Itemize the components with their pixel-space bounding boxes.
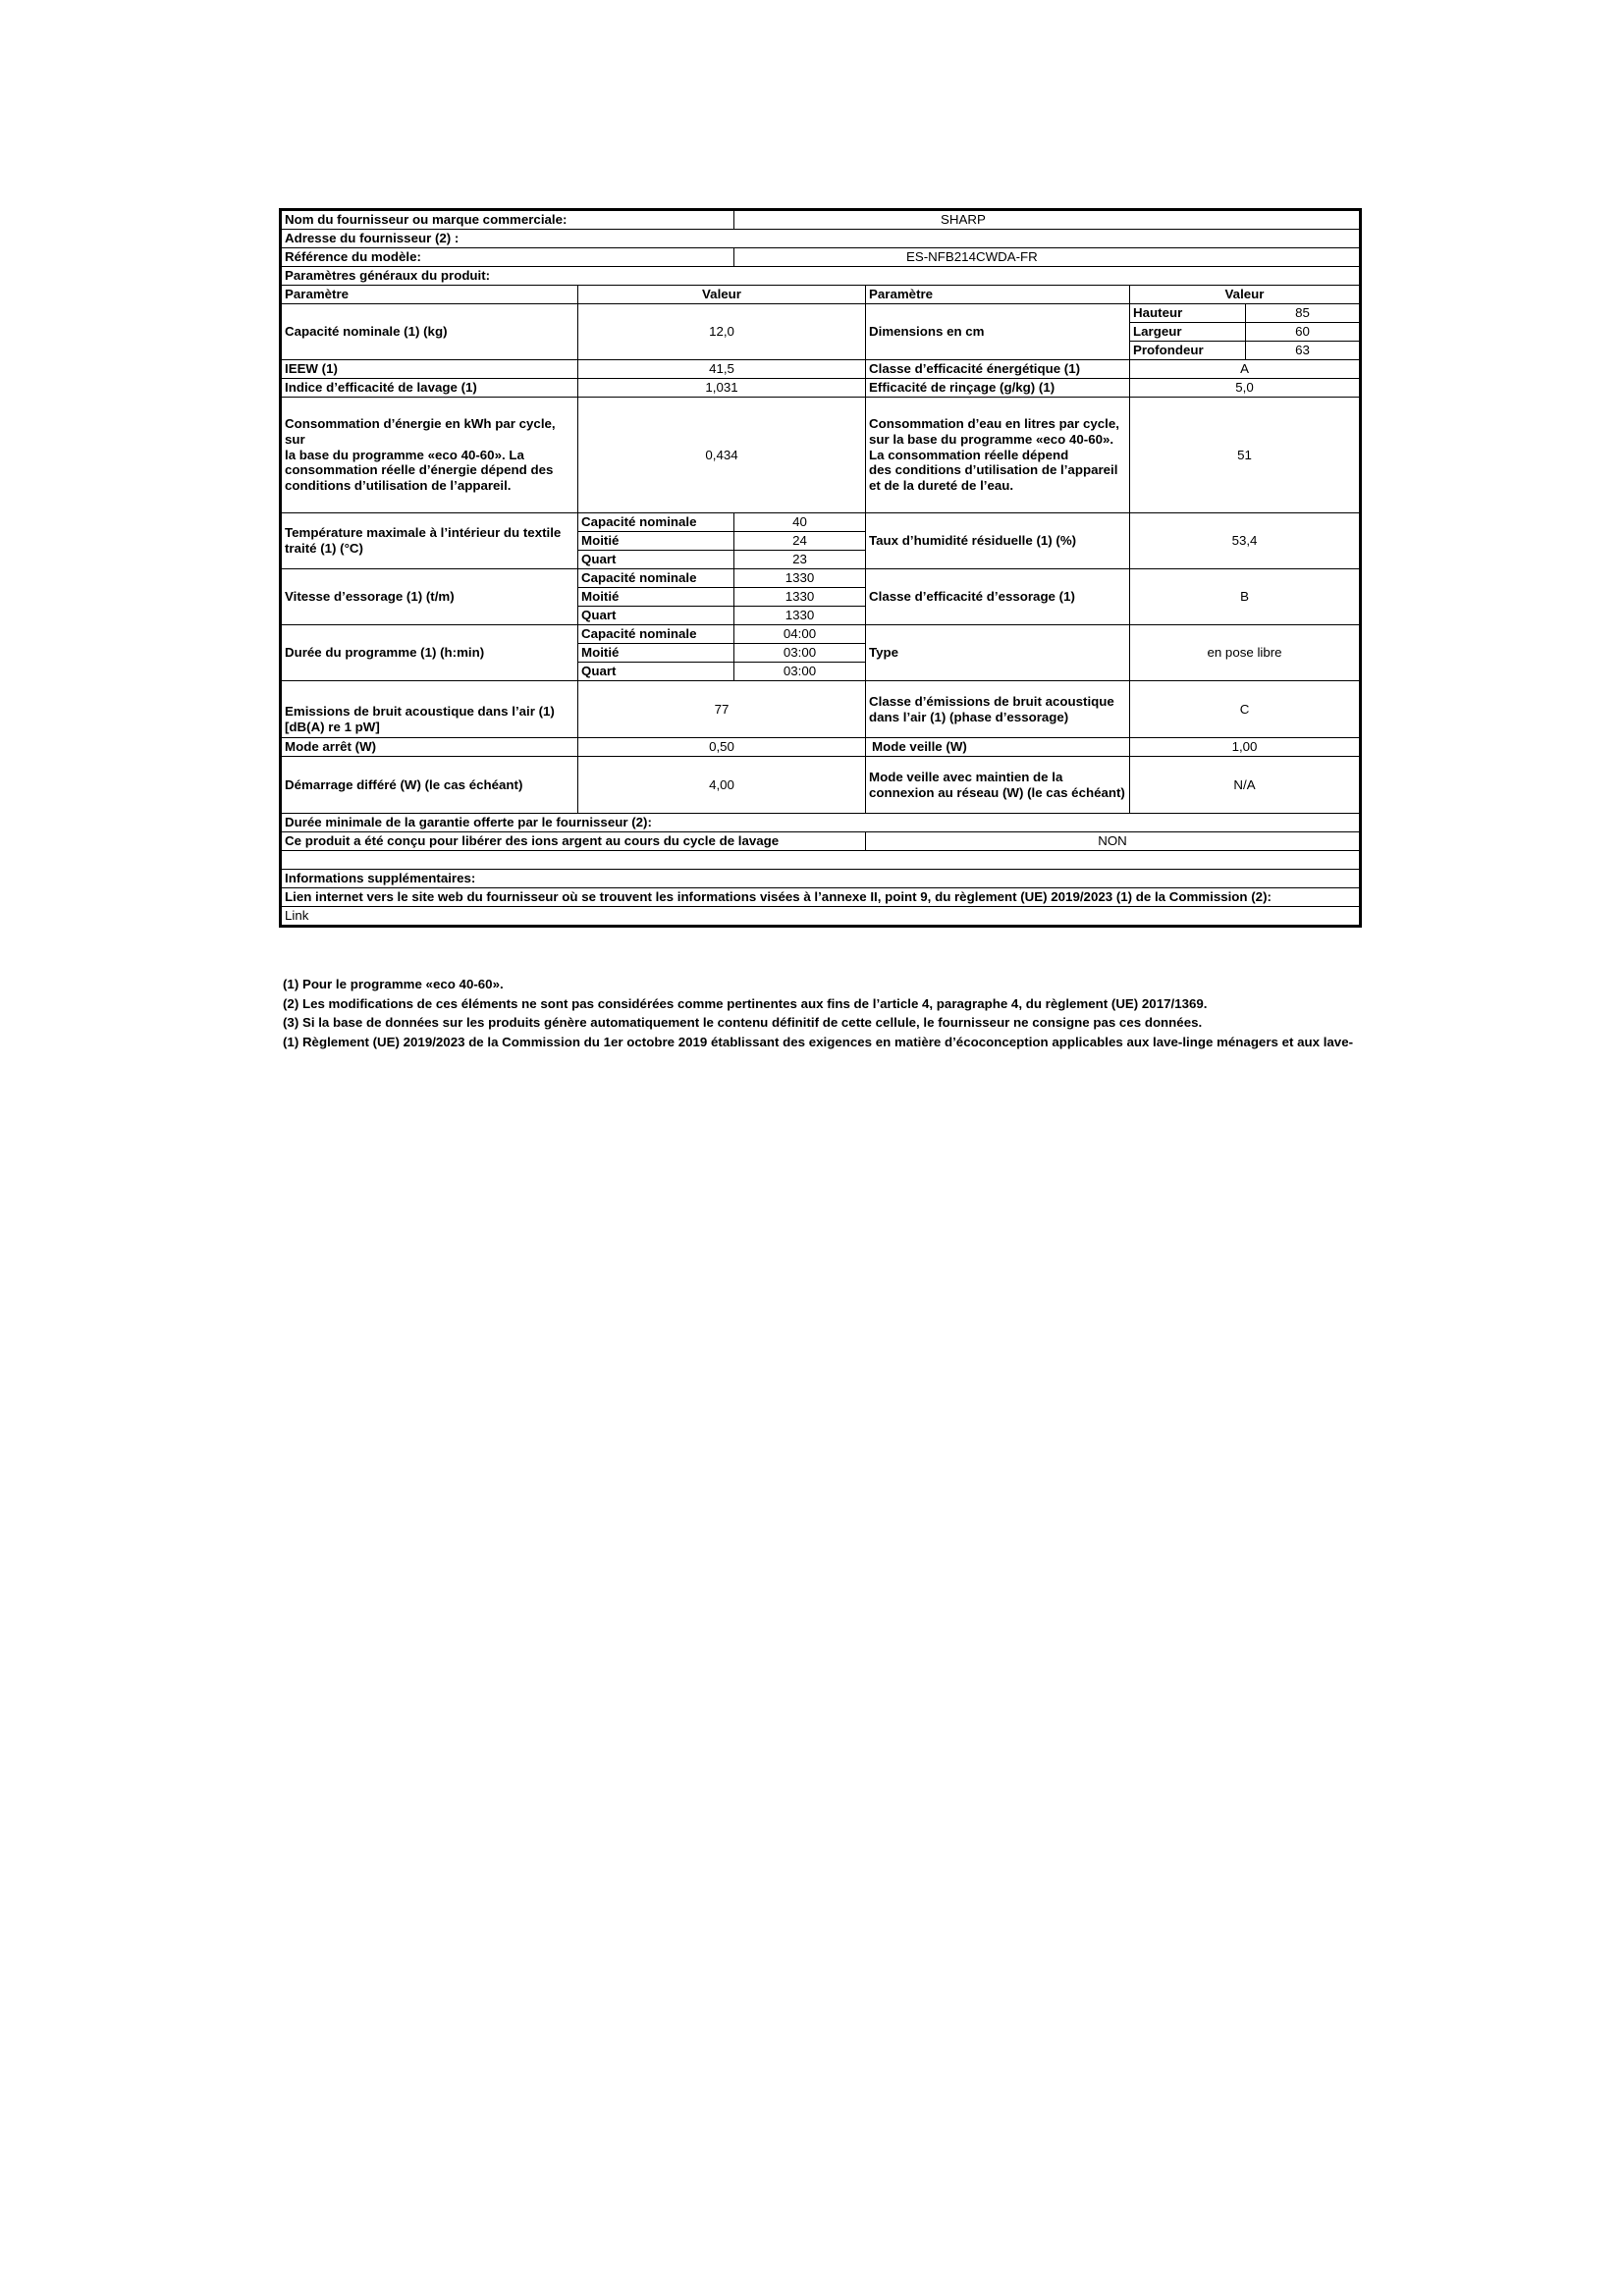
capacity-label: Capacité nominale (1) (kg)	[281, 304, 578, 360]
network-standby-line: Mode veille avec maintien de la	[869, 769, 1063, 784]
spin-quarter-value: 1330	[734, 607, 866, 625]
duration-half-value: 03:00	[734, 644, 866, 663]
noise-class-label	[866, 681, 1130, 738]
ieew-value: 41,5	[578, 360, 866, 379]
supplier-value: SHARP	[734, 210, 1361, 230]
standby-value: 1,00	[1130, 738, 1361, 757]
supplier-row	[281, 210, 1361, 230]
duration-quarter-value: 03:00	[734, 663, 866, 681]
column-header-value-right: Valeur	[1130, 286, 1361, 304]
temperature-rated-label: Capacité nominale	[578, 513, 734, 532]
ieew-row	[281, 360, 1361, 379]
product-information-sheet	[279, 208, 1362, 928]
spin-rated-value: 1330	[734, 569, 866, 588]
water-consumption-label	[866, 398, 1130, 513]
rinse-label: Efficacité de rinçage (g/kg) (1)	[866, 379, 1130, 398]
column-header-param-right: Paramètre	[866, 286, 1130, 304]
general-parameters-row	[281, 267, 1361, 286]
duration-quarter-label: Quart	[578, 663, 734, 681]
height-value: 85	[1246, 304, 1361, 323]
noise-line: Emissions de bruit acoustique dans l’air (1)	[285, 704, 555, 720]
water-consumption-line: et de la dureté de l’eau.	[869, 478, 1014, 494]
spin-quarter-label: Quart	[578, 607, 734, 625]
water-consumption-line: La consommation réelle dépend	[869, 447, 1069, 462]
temperature-row	[281, 513, 1361, 532]
noise-class-line: dans l’air (1) (phase d’essorage)	[869, 709, 1069, 724]
width-label: Largeur	[1130, 323, 1246, 342]
weblink-label: Lien internet vers le site web du fournisseur où se trouvent les informations visées à l’annexe II, point 9, du règlement (UE) 2019/2023 (1) de la Commission (2):	[281, 888, 1361, 907]
network-standby-value: N/A	[1130, 757, 1361, 814]
temperature-label	[281, 513, 578, 569]
temperature-quarter-label: Quart	[578, 551, 734, 569]
moisture-label: Taux d’humidité résiduelle (1) (%)	[866, 513, 1130, 569]
spin-speed-row	[281, 569, 1361, 588]
width-value: 60	[1246, 323, 1361, 342]
column-header-value-left: Valeur	[578, 286, 866, 304]
ieew-label: IEEW (1)	[281, 360, 578, 379]
rinse-value: 5,0	[1130, 379, 1361, 398]
noise-class-value: C	[1130, 681, 1361, 738]
water-consumption-line: des conditions d’utilisation de l’appareil	[869, 462, 1118, 478]
model-label: Référence du modèle:	[281, 248, 734, 267]
depth-value: 63	[1246, 342, 1361, 360]
silver-ions-label: Ce produit a été conçu pour libérer des ions argent au cours du cycle de lavage	[281, 832, 866, 851]
energy-class-label: Classe d’efficacité énergétique (1)	[866, 360, 1130, 379]
water-consumption-line: Consommation d’eau en litres par cycle,	[869, 415, 1119, 431]
warranty-label: Durée minimale de la garantie offerte par le fournisseur (2):	[281, 814, 1361, 832]
supplier-label: Nom du fournisseur ou marque commerciale:	[281, 210, 734, 230]
spin-class-label: Classe d’efficacité d’essorage (1)	[866, 569, 1130, 625]
energy-consumption-line: conditions d’utilisation de l’appareil.	[285, 478, 512, 494]
depth-label: Profondeur	[1130, 342, 1246, 360]
temperature-half-value: 24	[734, 532, 866, 551]
footnotes	[283, 975, 1373, 1051]
duration-rated-label: Capacité nominale	[578, 625, 734, 644]
spin-rated-label: Capacité nominale	[578, 569, 734, 588]
noise-class-line: Classe d’émissions de bruit acoustique	[869, 693, 1114, 709]
off-mode-value: 0,50	[578, 738, 866, 757]
footnote: (1) Pour le programme «eco 40-60».	[283, 977, 504, 991]
additional-info-label: Informations supplémentaires:	[281, 870, 1361, 888]
spin-class-value: B	[1130, 569, 1361, 625]
delay-start-label: Démarrage différé (W) (le cas échéant)	[281, 757, 578, 814]
noise-row	[281, 681, 1361, 738]
delay-start-value: 4,00	[578, 757, 866, 814]
footnote: (2) Les modifications de ces éléments ne sont pas considérées comme pertinentes aux fins de l’article 4, paragraphe 4, du règlement (UE) 2017/1369.	[283, 995, 1208, 1011]
energy-consumption-line: la base du programme «eco 40-60». La	[285, 447, 524, 462]
model-row	[281, 248, 1361, 267]
additional-info-row	[281, 870, 1361, 888]
noise-value: 77	[578, 681, 866, 738]
duration-row	[281, 625, 1361, 644]
energy-class-value: A	[1130, 360, 1361, 379]
wash-index-row	[281, 379, 1361, 398]
footnote: (1) Règlement (UE) 2019/2023 de la Commission du 1er octobre 2019 établissant des exigences en matière d’écoconception applicables aux lave-linge ménagers et aux lave-	[283, 1034, 1354, 1049]
network-standby-label	[866, 757, 1130, 814]
silver-ions-row	[281, 832, 1361, 851]
energy-consumption-line: Consommation d’énergie en kWh par cycle, sur	[285, 415, 556, 447]
silver-ions-value: NON	[866, 832, 1361, 851]
water-consumption-value: 51	[1130, 398, 1361, 513]
temperature-line: traité (1) (°C)	[285, 541, 363, 556]
weblink-label-row	[281, 888, 1361, 907]
spin-half-label: Moitié	[578, 588, 734, 607]
energy-consumption-label	[281, 398, 578, 513]
moisture-value: 53,4	[1130, 513, 1361, 569]
duration-label: Durée du programme (1) (h:min)	[281, 625, 578, 681]
network-standby-line: connexion au réseau (W) (le cas échéant)	[869, 784, 1125, 800]
address-label: Adresse du fournisseur (2) :	[281, 230, 1361, 248]
general-parameters-label: Paramètres généraux du produit:	[281, 267, 1361, 286]
temperature-rated-value: 40	[734, 513, 866, 532]
capacity-row	[281, 304, 1361, 323]
link-row	[281, 907, 1361, 927]
footnote: (3) Si la base de données sur les produits génère automatiquement le contenu définitif de cette cellule, le fournisseur ne consigne pas ces données.	[283, 1015, 1203, 1030]
wash-index-value: 1,031	[578, 379, 866, 398]
address-row	[281, 230, 1361, 248]
energy-consumption-value: 0,434	[578, 398, 866, 513]
spin-speed-label: Vitesse d’essorage (1) (t/m)	[281, 569, 578, 625]
type-value: en pose libre	[1130, 625, 1361, 681]
off-mode-row	[281, 738, 1361, 757]
consumption-row	[281, 398, 1361, 513]
noise-line: [dB(A) re 1 pW]	[285, 720, 380, 735]
temperature-half-label: Moitié	[578, 532, 734, 551]
column-header-row	[281, 286, 1361, 304]
off-mode-label: Mode arrêt (W)	[281, 738, 578, 757]
empty-row	[281, 851, 1361, 870]
dimensions-label: Dimensions en cm	[866, 304, 1130, 360]
delay-start-row	[281, 757, 1361, 814]
capacity-value: 12,0	[578, 304, 866, 360]
type-label: Type	[866, 625, 1130, 681]
column-header-param-left: Paramètre	[281, 286, 578, 304]
wash-index-label: Indice d’efficacité de lavage (1)	[281, 379, 578, 398]
standby-label: Mode veille (W)	[866, 738, 1130, 757]
temperature-line: Température maximale à l’intérieur du textile	[285, 525, 562, 541]
model-value: ES-NFB214CWDA-FR	[734, 248, 1361, 267]
supplier-link[interactable]: Link	[281, 907, 1361, 927]
temperature-quarter-value: 23	[734, 551, 866, 569]
spin-half-value: 1330	[734, 588, 866, 607]
water-consumption-line: sur la base du programme «eco 40-60».	[869, 431, 1114, 447]
energy-consumption-line: consommation réelle d’énergie dépend des	[285, 462, 554, 478]
duration-half-label: Moitié	[578, 644, 734, 663]
height-label: Hauteur	[1130, 304, 1246, 323]
empty-cell	[281, 851, 1361, 870]
noise-label	[281, 681, 578, 738]
warranty-row	[281, 814, 1361, 832]
duration-rated-value: 04:00	[734, 625, 866, 644]
